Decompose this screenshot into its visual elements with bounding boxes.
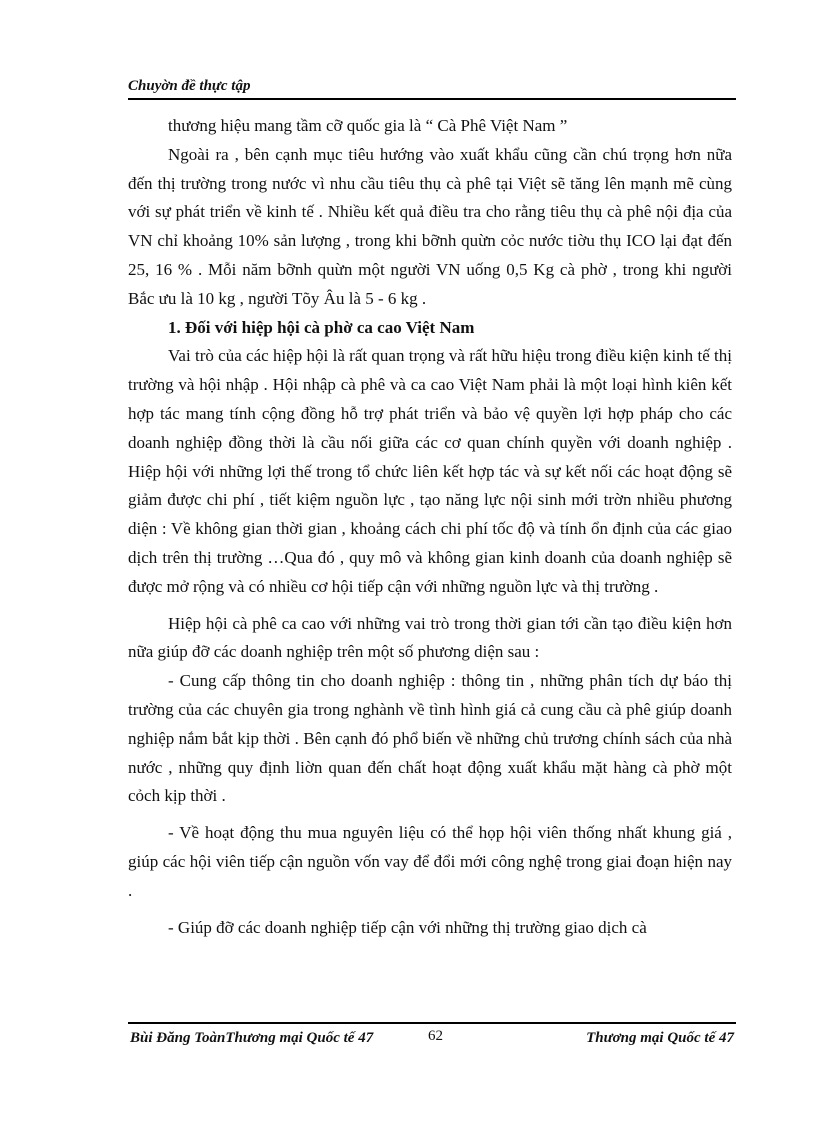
paragraph-continuation: thương hiệu mang tầm cỡ quốc gia là “ Cà Phê Việt Nam ” bbox=[168, 116, 568, 135]
footer-department: Thương mại Quốc tế 47 bbox=[586, 1030, 734, 1046]
page-number: 62 bbox=[428, 1028, 443, 1044]
section-heading: 1. Đối với hiệp hội cà phờ ca cao Việt Nam bbox=[168, 317, 475, 337]
footer-author: Bùi Đăng ToànThương mại Quốc tế 47 bbox=[130, 1030, 374, 1046]
paragraph-association-role: Vai trò của các hiệp hội là rất quan trọng và rất hữu hiệu trong điều kiện kinh tế thị trường và hội nhập . Hội nhập cà phê và ca cao Việt Nam phải là một loại hình kiên kết hợp tác mang tính cộng đồng hỗ trợ phát triển và bảo vệ quyền lợi hợp pháp cho các doanh nghiệp đồng thời là cầu nối giữa các cơ quan chính quyền với doanh nghiệp . Hiệp hội với những lợi thế trong tổ chức liên kết hợp tác và sự kết nối các hoạt động sẽ giảm được chi phí , tiết kiệm nguồn lực , tạo năng lực nội sinh mới trờn nhiều phương diện : Về không gian thời gian , khoảng cách chi phí tốc độ và tính ổn định của các giao dịch trên thị trường …Qua đó , quy mô và không gian kinh doanh của doanh nghiệp sẽ được mở rộng và có nhiều cơ hội tiếp cận với những nguồn lực và thị trường . bbox=[128, 346, 732, 596]
paragraph-domestic-market: Ngoài ra , bên cạnh mục tiêu hướng vào xuất khẩu cũng cần chú trọng hơn nữa đến thị trường trong nước vì nhu cầu tiêu thụ cà phê tại Việt sẽ tăng lên mạnh mẽ cùng với sự phát triển về kinh tế . Nhiều kết quả điều tra cho rằng tiêu thụ cà phê nội địa của VN chỉ khoảng 10% sản lượng , trong khi bỡnh quừn cỏc nước tiờu thụ ICO lại đạt đến 25, 16 % . Mỗi năm bỡnh quừn một người VN uống 0,5 Kg cà phờ , trong khi người Bắc ưu là 10 kg , người Tõy Âu là 5 - 6 kg . bbox=[128, 144, 732, 308]
page-footer bbox=[128, 1022, 736, 1054]
list-item-information: - Cung cấp thông tin cho doanh nghiệp : thông tin , những phân tích dự báo thị trường của các chuyên gia trong nghành về tình hình giá cả cung cầu cà phê giúp doanh nghiệp nắm bắt kịp thời . Bên cạnh đó phổ biến về những chủ trương chính sách của nhà nước , những quy định liờn quan đến chất hoạt động xuất khẩu mặt hàng cà phờ một cỏch kịp thời . bbox=[128, 671, 732, 806]
list-item-market-access: - Giúp đỡ các doanh nghiệp tiếp cận với những thị trường giao dịch cà bbox=[168, 917, 647, 937]
document-body bbox=[128, 112, 732, 942]
paragraph-association-support: Hiệp hội cà phê ca cao với những vai trò trong thời gian tới cần tạo điều kiện hơn nữa giúp đỡ các doanh nghiệp trên một số phương diện sau : bbox=[128, 613, 732, 662]
list-item-purchasing: - Về hoạt động thu mua nguyên liệu có thể họp hội viên thống nhất khung giá , giúp các hội viên tiếp cận nguồn vốn vay để đổi mới công nghệ trong giai đoạn hiện nay . bbox=[128, 823, 732, 900]
page-header bbox=[128, 76, 736, 100]
header-title: Chuyờn đề thực tập bbox=[128, 78, 251, 94]
